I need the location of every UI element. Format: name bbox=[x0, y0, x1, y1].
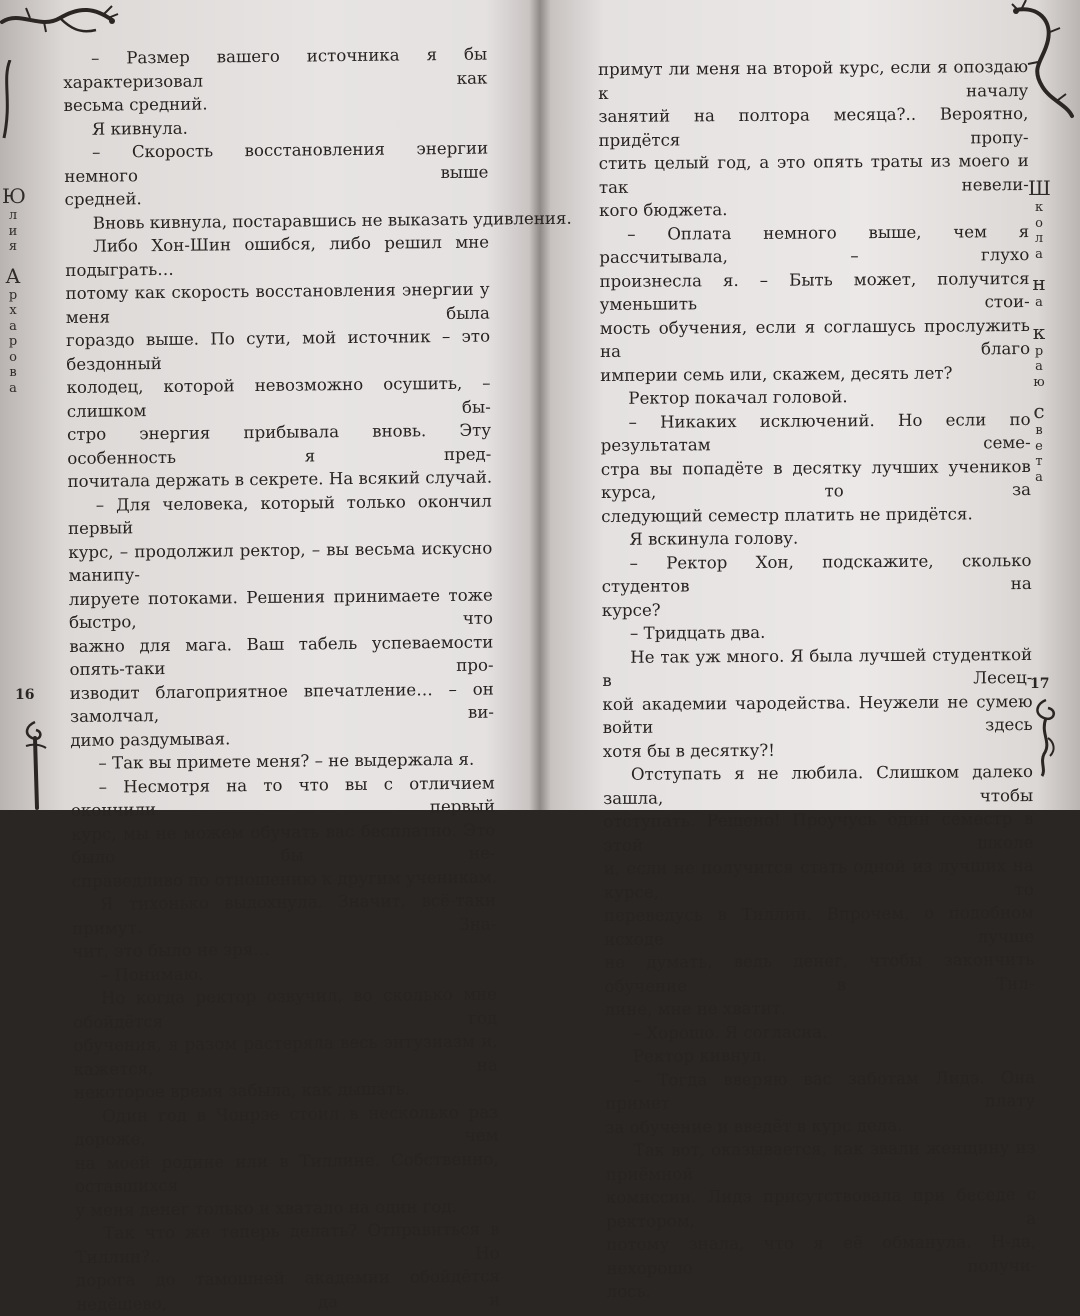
text-line: Один год в Чонрэе стоил в несколько раз дороже, чем bbox=[74, 1102, 499, 1149]
running-head-letters: Ю л и я bbox=[2, 184, 26, 254]
text-line: Не так уж много. Я была лучшей студенткой в Лесец- bbox=[602, 644, 1033, 690]
text-line: – Тридцать два. bbox=[629, 622, 766, 643]
text-line: Но когда ректор озвучил, во сколько мне обойдётся год bbox=[73, 984, 498, 1032]
running-head-title bbox=[1028, 176, 1050, 485]
text-line: колодец, которой невозможно осушить, – слишком бы- bbox=[66, 373, 491, 421]
text-line: Либо Хон-Шин ошибся, либо решил мне подыграть… bbox=[65, 232, 490, 280]
text-line: Отступать я не любила. Слишком далеко зашла, чтобы bbox=[603, 761, 1034, 808]
running-head-letters: н а bbox=[1032, 271, 1046, 310]
text-line: стро энергия прибывала вновь. Эту особенность я пред- bbox=[66, 420, 492, 468]
text-line: примут ли меня на второй курс, если я опоздаю к началу bbox=[598, 56, 1029, 103]
text-line: мость обучения, если я соглашусь прослужить на благо bbox=[599, 315, 1031, 361]
text-line: Так что же теперь делать? Отправиться в Тиллин?.. Но bbox=[75, 1219, 500, 1267]
text-line: – Оплата немного выше, чем я рассчитывала, – глухо bbox=[599, 221, 1030, 267]
text-line: – Так вы примете меня? – не выдержала я. bbox=[98, 749, 475, 773]
text-line: лось. bbox=[606, 1281, 651, 1301]
text-line: лине, мне не хватит. bbox=[604, 998, 787, 1019]
running-head-letters: с в е т а bbox=[1033, 399, 1045, 485]
text-line: справедливо по отношению к другим ученикам. bbox=[71, 867, 498, 891]
running-head-letters: Ш к о л а bbox=[1028, 176, 1051, 262]
text-line: переведусь в Тиллин. Впрочем, о подобном исходе лучше bbox=[603, 902, 1035, 949]
text-line: занятий на полтора месяца?.. Вероятно, придётся пропу- bbox=[598, 103, 1029, 150]
text-line: – Тогда вверяю вас заботам Лидэ. Она примет плату bbox=[605, 1067, 1036, 1113]
left-margin-curl-icon bbox=[0, 60, 14, 140]
text-line: стра вы попадёте в десятку лучших учеников курса, то за bbox=[600, 456, 1032, 502]
text-line: – Скорость восстановления энергии немного выше bbox=[64, 138, 489, 186]
text-line: дорога до тамошней академии обойдётся недёшево, да и bbox=[75, 1266, 501, 1314]
text-line: империи семь или, скажем, десять лет? bbox=[600, 363, 953, 385]
page-number-left: 16 bbox=[15, 687, 35, 703]
text-line: – Хорошо. Я согласна. bbox=[632, 1021, 828, 1043]
text-line: почитала держать в секрете. На всякий случай. bbox=[67, 467, 493, 491]
text-line: отступать. Решено! Проучусь один семестр в этой школе bbox=[603, 808, 1034, 855]
brush-ornament-icon bbox=[18, 718, 52, 810]
left-page-text bbox=[63, 43, 572, 1316]
text-line: кой академии чародейства. Неужели не сумею войти здесь bbox=[602, 691, 1033, 737]
text-line: и, если не получится стать одной из лучших на курсе, то bbox=[603, 855, 1034, 902]
page-number-right: 17 bbox=[1030, 676, 1050, 692]
text-line: на моей родине или в Тиллине. Собственно, оставшихся bbox=[74, 1148, 499, 1196]
text-line: у меня денег только и хватало на один год. bbox=[75, 1196, 457, 1220]
text-line: хотя бы в десятку?! bbox=[602, 740, 775, 761]
text-line: чит, это было не зря… bbox=[72, 939, 270, 961]
text-line: – Никаких исключений. Но если по результатам семе- bbox=[600, 409, 1031, 455]
text-line: – Понимаю. bbox=[100, 964, 204, 985]
text-line: некоторое время забыла, как дышать. bbox=[73, 1079, 410, 1102]
text-line: курс, мы не можем обучать вас бесплатно. Это было бы не- bbox=[71, 820, 496, 867]
text-line: – Несмотря на то что вы с отличием окончили первый bbox=[70, 773, 496, 820]
text-line: Ректор покачал головой. bbox=[628, 387, 848, 408]
running-head-letters: А р х а р о в а bbox=[5, 263, 21, 396]
text-line: лируете потоками. Решения принимаете тоже быстро, что bbox=[68, 585, 494, 632]
text-line: курсе? bbox=[601, 600, 661, 620]
brush-ornament-right-icon bbox=[1030, 698, 1062, 778]
text-line: важно для мага. Ваш табель успеваемости опять-таки про- bbox=[69, 632, 494, 679]
running-head-author bbox=[2, 184, 24, 396]
text-line: димо раздумывая. bbox=[70, 728, 231, 750]
text-line: Ректор кивнул. bbox=[632, 1045, 767, 1066]
text-line: комиссии. Лидэ присутствовала при беседе с ректором, а bbox=[605, 1184, 1037, 1231]
text-line: изводит благоприятное впечатление… – он замолчал, ви- bbox=[69, 679, 495, 726]
running-head-letters: к р а ю bbox=[1032, 319, 1046, 390]
text-line: курс, – продолжил ректор, – вы весьма искусно манипу- bbox=[68, 538, 493, 585]
text-line: не думать, ведь денег, чтобы закончить обучение в Тил- bbox=[604, 949, 1035, 996]
text-line: – Ректор Хон, подскажите, сколько студентов на bbox=[601, 550, 1032, 596]
right-page bbox=[540, 0, 1080, 1301]
text-line: за обучение и введёт в курс дела. bbox=[605, 1115, 903, 1137]
dragon-ornament-right-icon bbox=[1008, 0, 1080, 120]
text-line: весьма средний. bbox=[63, 94, 208, 115]
text-line: потому как скорость восстановления энергии у меня была bbox=[65, 279, 490, 327]
text-line: потому знала, что я её обманула. Н-да, нехорошо получи- bbox=[606, 1231, 1037, 1278]
text-line: Я тихонько выдохнула. Значит, всё-таки примут. Зна- bbox=[72, 890, 497, 938]
text-line: Вновь кивнула, постаравшись не выказать удивления. bbox=[92, 208, 572, 233]
text-line: – Для человека, который только окончил первый bbox=[67, 491, 492, 538]
text-line: – Размер вашего источника я бы характеризовал как bbox=[63, 44, 488, 92]
text-line: средней. bbox=[64, 189, 142, 209]
text-line: кого бюджета. bbox=[598, 200, 728, 220]
text-line: гораздо выше. По сути, мой источник – это бездонный bbox=[65, 326, 491, 374]
text-line: Я кивнула. bbox=[91, 118, 188, 139]
right-page-text bbox=[598, 55, 1037, 1303]
text-line: стить целый год, а это опять траты из моего и так невели- bbox=[598, 150, 1029, 197]
text-line: Так вот, оказывается, как звали женщину из приёмной bbox=[605, 1137, 1036, 1184]
text-line: обучения, я разом растеряла весь энтузиазм и, кажется, на bbox=[73, 1031, 498, 1079]
text-line: следующий семестр платить не придётся. bbox=[601, 503, 973, 526]
text-line: произнесла я. – Быть может, получится уменьшить стои- bbox=[599, 268, 1030, 314]
text-line: Я вскинула голову. bbox=[629, 528, 799, 549]
